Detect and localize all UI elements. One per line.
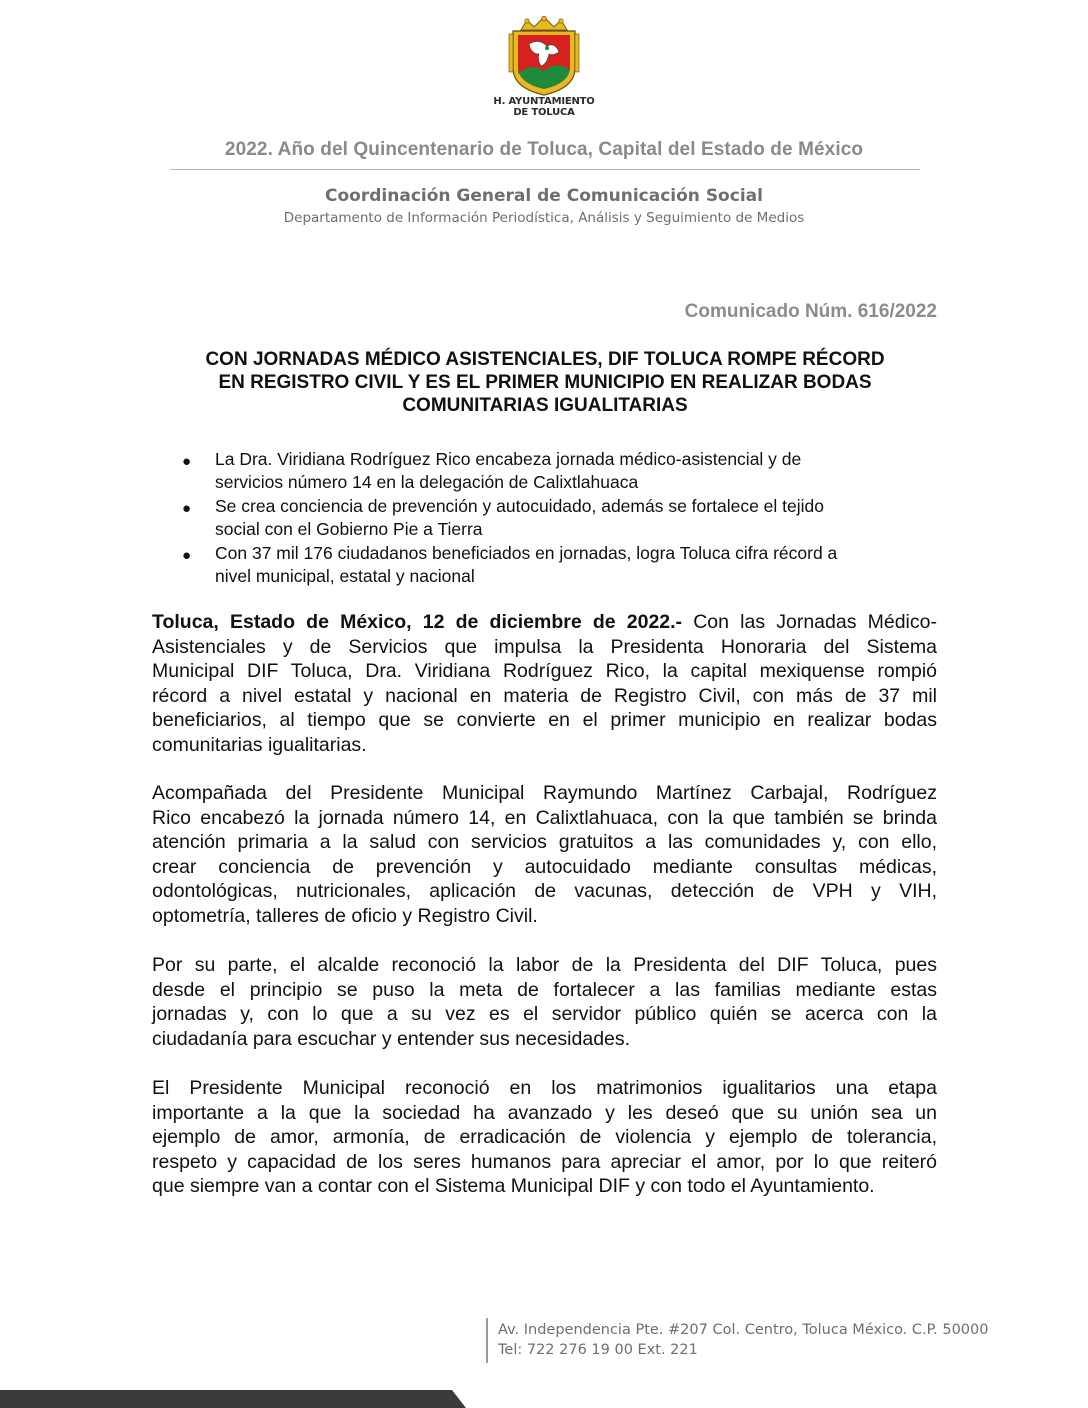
paragraph-line: atención primaria a la salud con servicios gratuitos a las comunidades y, con ello, <box>152 831 937 854</box>
paragraph-line: ejemplo de amor, armonía, de erradicación de violencia y ejemplo de tolerancia, <box>152 1126 937 1149</box>
press-release-number: Comunicado Núm. 616/2022 <box>684 301 937 322</box>
paragraph-line: crear conciencia de prevención y autocuidado mediante consultas médicas, <box>152 855 937 878</box>
bullet-text-line: Con 37 mil 176 ciudadanos beneficiados en jornadas, logra Toluca cifra récord a <box>215 543 838 563</box>
paragraph-line: Por su parte, el alcalde reconoció la labor de la Presidenta del DIF Toluca, pues <box>152 954 937 976</box>
year-motto: 2022. Año del Quincentenario de Toluca, Capital del Estado de México <box>224 139 864 160</box>
bullet-text-line: servicios número 14 en la delegación de Calixtlahuaca <box>215 472 639 492</box>
list-item <box>180 495 940 541</box>
paragraph-4 <box>152 1076 937 1199</box>
paragraph-line: comunitarias igualitarias. <box>152 733 367 756</box>
footer-phone: Tel: 722 276 19 00 Ext. 221 <box>498 1342 698 1358</box>
department-subtitle: Departamento de Información Periodística, Análisis y Seguimiento de Medios <box>283 210 805 226</box>
summary-bullets <box>180 448 940 589</box>
coat-of-arms-icon <box>507 16 581 96</box>
paragraph-line: importante a la que la sociedad ha avanzado y les deseó que su unión sea un <box>152 1101 937 1124</box>
paragraph-line: Municipal DIF Toluca, Dra. Viridiana Rodríguez Rico, la capital mexiquense rompió <box>152 660 937 683</box>
paragraph-line: ciudadanía para escuchar y entender sus necesidades. <box>152 1027 631 1050</box>
bullet-icon: ● <box>182 547 192 564</box>
toluca-logo <box>488 16 600 122</box>
paragraph-line: optometría, talleres de oficio y Registro Civil. <box>152 904 538 927</box>
list-item <box>180 542 940 588</box>
bullet-text-line: nivel municipal, estatal y nacional <box>215 566 475 586</box>
footer-contact <box>498 1320 988 1360</box>
headline-line-2: EN REGISTRO CIVIL Y ES EL PRIMER MUNICIPIO EN REALIZAR BODAS <box>218 372 872 393</box>
paragraph-3 <box>152 953 937 1051</box>
footer-stripe <box>0 1388 1088 1408</box>
paragraph-line: odontológicas, nutricionales, aplicación de vacunas, detección de VPH y VIH, <box>152 880 937 903</box>
paragraph-line: récord a nivel estatal y nacional en materia de Registro Civil, con más de 37 mil <box>152 684 937 707</box>
coordination-title: Coordinación General de Comunicación Social <box>325 186 763 206</box>
list-item <box>180 448 940 494</box>
paragraph-line: Rico encabezó la jornada número 14, en Calixtlahuaca, con la que también se brinda <box>152 806 937 829</box>
bullet-icon: ● <box>182 500 192 517</box>
paragraph-line: desde el principio se puso la meta de fortalecer a las familias mediante estas <box>152 978 937 1001</box>
paragraph-line: Acompañada del Presidente Municipal Raymundo Martínez Carbajal, Rodríguez <box>152 782 937 804</box>
logo-line-1: H. AYUNTAMIENTO <box>493 96 595 107</box>
paragraph-line <box>152 610 937 635</box>
footer-divider <box>486 1318 488 1363</box>
paragraph-2 <box>152 781 937 929</box>
dateline: Toluca, Estado de México, 12 de diciembre de 2022.- <box>152 611 683 633</box>
paragraph-1 <box>152 610 937 758</box>
header-divider <box>170 169 920 170</box>
paragraph-line: respeto y capacidad de los seres humanos para apreciar el amor, por lo que reiteró <box>152 1150 937 1173</box>
paragraph-line: El Presidente Municipal reconoció en los matrimonios igualitarios una etapa <box>152 1077 937 1099</box>
paragraph-line-text: Con las Jornadas Médico- <box>682 611 937 633</box>
headline-line-1: CON JORNADAS MÉDICO ASISTENCIALES, DIF TOLUCA ROMPE RÉCORD <box>205 349 885 370</box>
logo-line-2: DE TOLUCA <box>513 107 575 118</box>
bullet-text-line: La Dra. Viridiana Rodríguez Rico encabeza jornada médico-asistencial y de <box>215 449 802 469</box>
bullet-icon: ● <box>182 453 192 470</box>
bullet-text-line: Se crea conciencia de prevención y autocuidado, además se fortalece el tejido <box>215 496 824 516</box>
logo-caption <box>488 96 600 118</box>
headline-line-3: COMUNITARIAS IGUALITARIAS <box>402 395 688 416</box>
press-headline <box>152 348 938 417</box>
paragraph-line: jornadas y, con lo que a su vez es el servidor público quién se acerca con la <box>152 1003 937 1026</box>
paragraph-line: que siempre van a contar con el Sistema Municipal DIF y con todo el Ayuntamiento. <box>152 1175 875 1198</box>
paragraph-line: beneficiarios, al tiempo que se convierte en el primer municipio en realizar bodas <box>152 709 937 732</box>
footer-address: Av. Independencia Pte. #207 Col. Centro, Toluca México. C.P. 50000 <box>498 1322 989 1338</box>
bullet-text-line: social con el Gobierno Pie a Tierra <box>215 519 483 539</box>
paragraph-line: Asistenciales y de Servicios que impulsa la Presidenta Honoraria del Sistema <box>152 635 937 658</box>
letterhead <box>0 0 1088 240</box>
